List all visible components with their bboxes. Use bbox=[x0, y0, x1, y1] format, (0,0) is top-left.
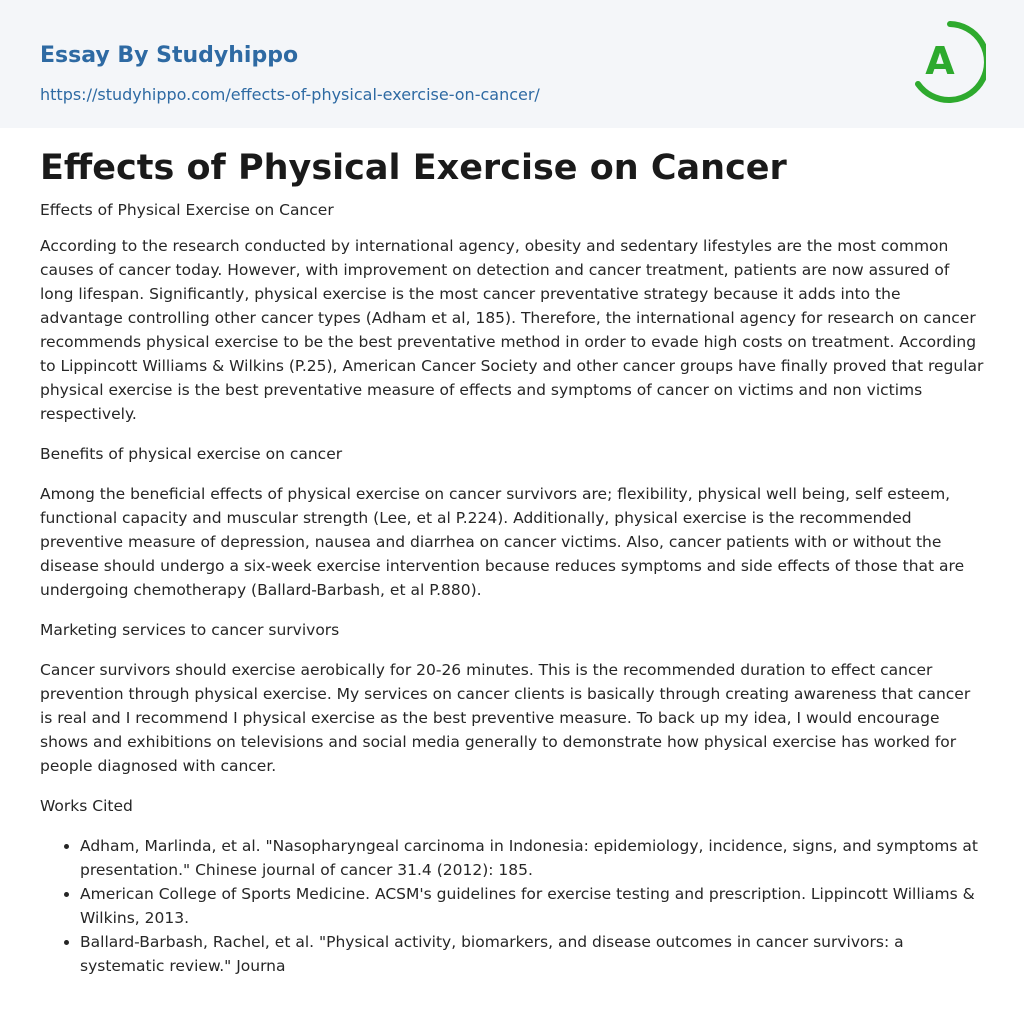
section-heading-marketing: Marketing services to cancer survivors bbox=[40, 621, 340, 639]
brand-link[interactable]: Essay By Studyhippo bbox=[40, 43, 299, 68]
logo-letter: A bbox=[925, 39, 955, 83]
paragraph-benefits: Among the beneficial effects of physical exercise on cancer survivors are; flexibility, physical well being, self esteem, functional capacity and muscular strength (Lee, et al P.224). Additionally, physical exercise is the recommended preventive measure of depression, nausea and diarrhea on cancer victims. Also, cancer patients with or without the disease should undergo a six-week exercise intervention because reduces symptoms and side effects of those that are undergoing chemotherapy (Ballard-Barbash, et al P.880). bbox=[40, 485, 965, 599]
citation-item: • Adham, Marlinda, et al. "Nasopharyngeal carcinoma in Indonesia: epidemiology, incidence, signs, and symptoms at presentation." Chinese journal of cancer 31.4 (2012): 185. bbox=[80, 834, 984, 882]
citation-item: • American College of Sports Medicine. ACSM's guidelines for exercise testing and prescription. Lippincott Williams & Wilkins, 2013. bbox=[80, 882, 984, 930]
article bbox=[40, 146, 984, 978]
studyhippo-logo-icon[interactable] bbox=[914, 20, 986, 104]
source-url-link[interactable]: https://studyhippo.com/effects-of-physical-exercise-on-cancer/ bbox=[40, 85, 540, 104]
paragraph-intro: According to the research conducted by international agency, obesity and sedentary lifestyles are the most common causes of cancer today. However, with improvement on detection and cancer treatment, patients are now assured of long lifespan. Significantly, physical exercise is the most cancer preventative strategy because it adds into the advantage controlling other cancer types (Adham et al, 185). Therefore, the international agency for research on cancer recommends physical exercise to be the best preventative method in order to evade high costs on treatment. According to Lippincott Williams & Wilkins (P.25), American Cancer Society and other cancer groups have finally proved that regular physical exercise is the best preventative measure of effects and symptoms of cancer on victims and non victims respectively. bbox=[40, 237, 984, 423]
works-cited-list bbox=[40, 834, 984, 978]
site-header bbox=[0, 0, 1024, 128]
section-heading-benefits: Benefits of physical exercise on cancer bbox=[40, 445, 343, 463]
page-title: Effects of Physical Exercise on Cancer bbox=[40, 148, 787, 188]
citation-item: • Ballard-Barbash, Rachel, et al. "Physical activity, biomarkers, and disease outcomes in cancer survivors: a systematic review." Journa bbox=[80, 930, 984, 978]
section-heading-works-cited: Works Cited bbox=[40, 797, 133, 815]
paragraph-marketing: Cancer survivors should exercise aerobically for 20-26 minutes. This is the recommended duration to effect cancer prevention through physical exercise. My services on cancer clients is basically through creating awareness that cancer is real and I recommend I physical exercise as the best preventive measure. To back up my idea, I would encourage shows and exhibitions on televisions and social media generally to demonstrate how physical exercise has worked for people diagnosed with cancer. bbox=[40, 661, 971, 775]
article-subtitle: Effects of Physical Exercise on Cancer bbox=[40, 201, 334, 219]
